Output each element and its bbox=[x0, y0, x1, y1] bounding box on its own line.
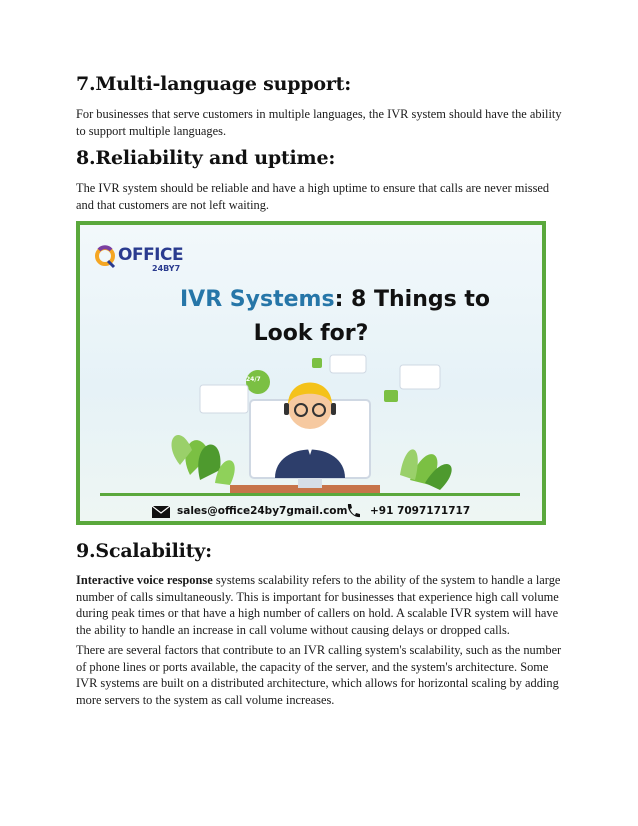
badge-24-7: 24/7 bbox=[246, 376, 261, 383]
section-body-scalability-2: There are several factors that contribute to an IVR calling system's scalability, such as the number of phone lines or ports available, the capacity of the server, and the system's architecture. Some IVR systems are built on a distributed architecture, which allows for horizontal scaling by adding more servers to the system as call volume increases. bbox=[76, 643, 562, 707]
section-heading-scalability: 9.Scalability: bbox=[76, 540, 212, 562]
section-body-reliability: The IVR system should be reliable and have a high uptime to ensure that calls are never missed and that customers are not left waiting. bbox=[76, 181, 550, 212]
bold-lead-phrase: Interactive voice response bbox=[76, 573, 213, 587]
headline-accent: IVR Systems bbox=[180, 287, 335, 312]
logo-subtext: 24BY7 bbox=[152, 264, 181, 273]
phone-icon bbox=[346, 503, 360, 519]
section-heading-reliability: 8.Reliability and uptime: bbox=[76, 147, 336, 169]
headline-rest: : 8 Things to bbox=[334, 287, 490, 312]
banner-headline-line2: Look for? bbox=[253, 321, 369, 346]
mail-icon bbox=[152, 506, 170, 518]
logo-q-mark bbox=[94, 245, 116, 269]
section-heading-multi-language: 7.Multi-language support: bbox=[76, 73, 352, 95]
contact-email: sales@office24by7gmail.com bbox=[177, 505, 348, 517]
paragraph-text: systems scalability refers to the ability of the system to handle a large number of calls simultaneously. This is important for businesses that experience high call volume during peak times or that have a high number of callers on hold. A scalable IVR system will have the ability to handle an increase in call volume without causing delays or dropped calls. bbox=[76, 573, 561, 637]
banner-divider bbox=[100, 493, 520, 496]
banner-headline-line1 bbox=[104, 287, 546, 312]
office24by7-logo bbox=[94, 239, 184, 279]
ivr-banner-image bbox=[76, 221, 546, 525]
logo-text: OFFICE bbox=[118, 245, 184, 265]
section-body-multi-language: For businesses that serve customers in multiple languages, the IVR system should have the ability to support multiple languages. bbox=[76, 107, 562, 138]
contact-phone: +91 7097171717 bbox=[370, 505, 471, 517]
section-body-scalability-1 bbox=[76, 572, 566, 638]
